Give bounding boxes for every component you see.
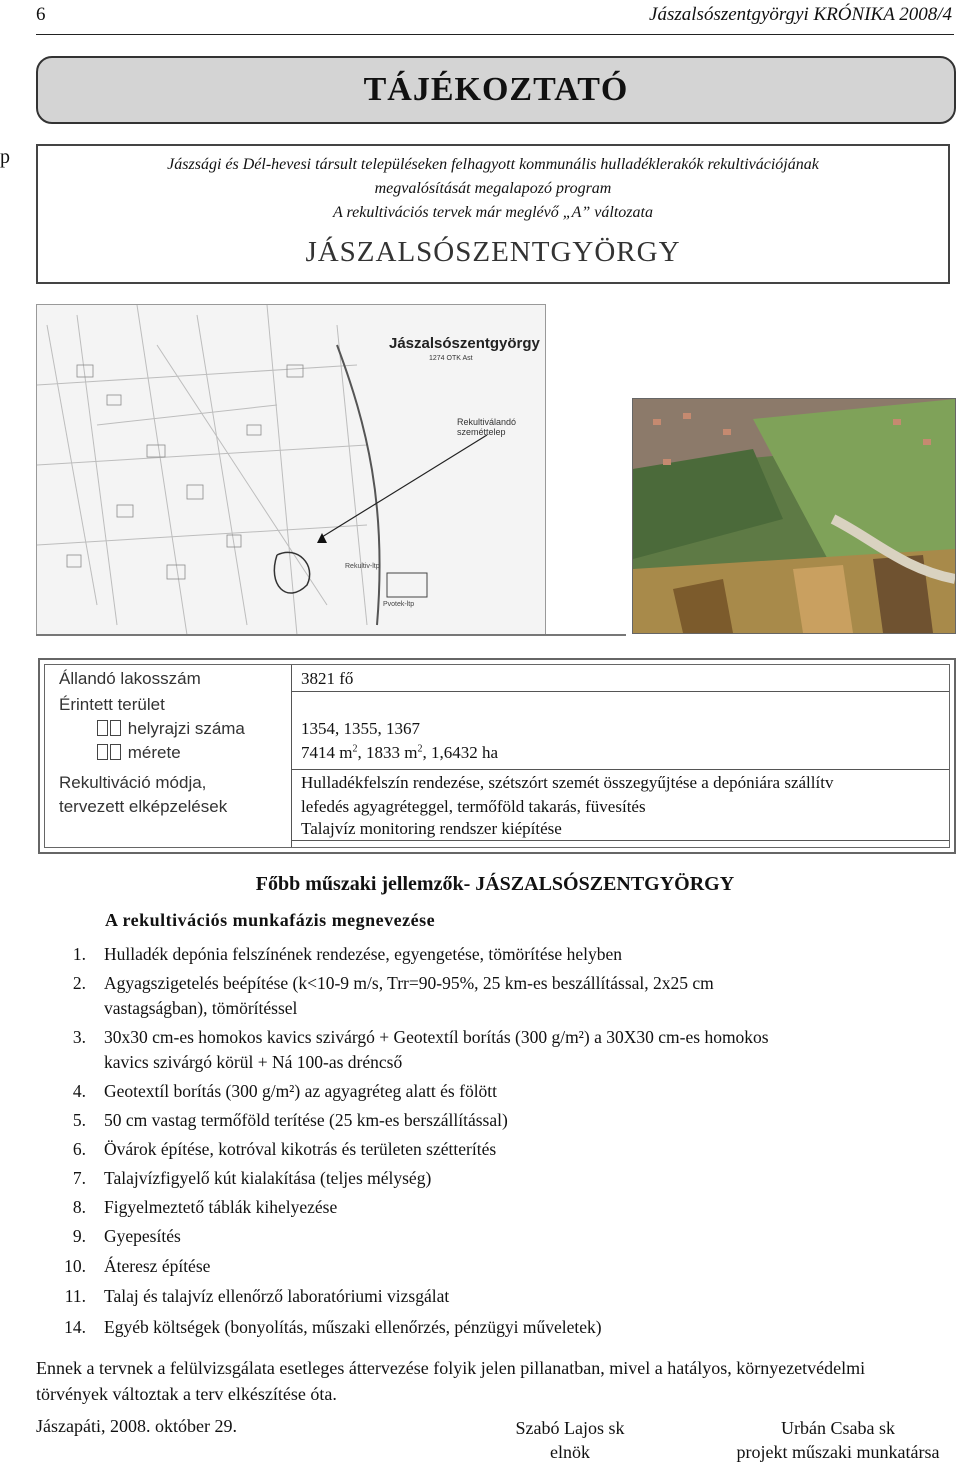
item-text: Talajvízfigyelő kút kialakítása (teljes mélység) — [104, 1168, 432, 1188]
signer-role: projekt műszaki munkatársa — [736, 1442, 940, 1462]
item-text: Egyéb költségek (bonyolítás, műszaki ellenőrzés, pénzügyi műveletek) — [104, 1317, 602, 1337]
item-number: 14. — [64, 1317, 86, 1337]
plans-label: tervezett elképzelések — [59, 797, 228, 816]
item-number: 9. — [72, 1226, 86, 1246]
method-value-1: Hulladékfelszín rendezése, szétszórt szemét összegyűjtése a depóniára szállítv — [301, 773, 834, 792]
row-rule — [291, 840, 949, 841]
aerial-photo — [632, 398, 956, 634]
site-info-inner-frame — [44, 664, 950, 848]
item-text-continued: kavics szivárgó körül + Ná 100-as dréncső — [104, 1052, 403, 1072]
map-underline — [36, 634, 626, 636]
size-value-part: , 1833 m — [357, 743, 418, 762]
list-item — [52, 971, 902, 1021]
closing-paragraph — [36, 1355, 956, 1407]
item-number: 7. — [72, 1168, 86, 1188]
settlement-title: JÁSZALSÓSZENTGYÖRGY — [305, 236, 681, 268]
announcement-banner — [36, 56, 956, 124]
map-title: Jászalsószentgyörgy — [389, 335, 540, 352]
superscript: 2 — [417, 743, 423, 755]
checkbox-icon — [110, 720, 121, 736]
size-label — [97, 743, 181, 763]
checkbox-icon — [97, 744, 108, 760]
item-number: 11. — [64, 1286, 86, 1306]
size-value-part: 7414 m — [301, 743, 353, 762]
method-value-2: lefedés agyagréteggel, termőföld takarás, füvesítés — [301, 797, 646, 816]
work-phase-title: A rekultivációs munkafázis megnevezése — [105, 910, 436, 930]
parcel-number-label — [97, 719, 245, 739]
item-number: 2. — [72, 973, 86, 993]
size-value — [301, 743, 498, 763]
map-callout: Rekultiválandó szeméttelep — [457, 417, 517, 437]
item-number: 4. — [72, 1081, 86, 1101]
map-subtitle: 1274 OTK Ast — [429, 355, 473, 362]
map-label-1: Rekultiv-ltp — [345, 563, 380, 570]
row-rule — [291, 769, 949, 770]
size-text: mérete — [127, 743, 181, 762]
item-text: Geotextíl borítás (300 g/m²) az agyagréteg alatt és fölött — [104, 1081, 498, 1101]
area-label: Érintett terület — [59, 695, 165, 714]
intro-line-3: A rekultivációs tervek már meglévő „A” változata — [333, 204, 653, 221]
item-number: 1. — [72, 944, 86, 964]
parcel-number-text: helyrajzi száma — [127, 719, 245, 738]
site-location-map — [36, 304, 546, 636]
item-number: 6. — [72, 1139, 86, 1159]
item-text: Övárok építése, kotróval kikotrás és területen szétterítés — [104, 1139, 497, 1159]
item-number: 3. — [72, 1027, 86, 1047]
list-item — [52, 1025, 902, 1075]
item-number: 5. — [72, 1110, 86, 1130]
population-label: Állandó lakosszám — [59, 669, 201, 688]
publication-title: Jászalsószentgyörgyi KRÓNIKA 2008/4 — [649, 4, 952, 25]
method-label: Rekultiváció módja, — [59, 773, 207, 792]
item-text: Agyagszigetelés beépítése (k<10-9 m/s, Trr=90-95%, 25 km-es beszállítással, 2x25 cm — [104, 973, 714, 993]
row-rule — [291, 691, 949, 692]
checkbox-icon — [110, 744, 121, 760]
signature-block-2 — [716, 1416, 960, 1464]
map-label-2: Pvotek-ltp — [383, 601, 415, 608]
superscript: 2 — [352, 743, 358, 755]
intro-line-2: megvalósítását megalapozó program — [374, 180, 612, 197]
signer-name: Urbán Csaba sk — [781, 1418, 895, 1438]
signer-role: elnök — [550, 1442, 590, 1462]
item-text: Figyelmeztető táblák kihelyezése — [104, 1197, 338, 1217]
checkbox-icon — [97, 720, 108, 736]
banner-title: TÁJÉKOZTATÓ — [363, 71, 629, 108]
closing-line-2: törvények változtak a terv elkészítése óta. — [36, 1384, 337, 1404]
signature-block-1 — [490, 1416, 650, 1464]
stray-character: p — [0, 146, 10, 168]
header-divider — [36, 34, 954, 35]
item-text: 30x30 cm-es homokos kavics szivárgó + Geotextíl borítás (300 g/m²) a 30X30 cm-es homokos — [104, 1027, 769, 1047]
site-info-table — [38, 658, 956, 854]
aerial-photo-drawing — [633, 399, 955, 633]
item-text: Áteresz építése — [104, 1256, 211, 1276]
parcel-number-value: 1354, 1355, 1367 — [301, 719, 420, 738]
place-and-date: Jászapáti, 2008. október 29. — [36, 1416, 237, 1436]
population-value: 3821 fő — [301, 669, 354, 688]
program-intro-box — [36, 144, 950, 284]
column-divider — [291, 665, 292, 847]
page-number: 6 — [36, 4, 46, 25]
size-value-part: , 1,6432 ha — [422, 743, 499, 762]
closing-line-1: Ennek a tervnek a felülvizsgálata esetleges áttervezése folyik jelen pillanatban, mivel a hatályos, környezetvédelmi — [36, 1358, 866, 1378]
item-text-continued: vastagságban), tömörítéssel — [104, 998, 298, 1018]
signer-name: Szabó Lajos sk — [515, 1418, 625, 1438]
item-text: Talaj és talajvíz ellenőrző laboratóriumi vizsgálat — [104, 1286, 450, 1306]
method-value-3: Talajvíz monitoring rendszer kiépítése — [301, 819, 562, 838]
item-text: Hulladék depónia felszínének rendezése, egyengetése, tömörítése helyben — [104, 944, 622, 964]
item-number: 10. — [64, 1256, 86, 1276]
intro-line-1: Jászsági és Dél-hevesi társult településeken felhagyott kommunális hulladéklerakók rekultivációjának — [167, 156, 819, 173]
item-text: Gyepesítés — [104, 1226, 181, 1246]
section-title: Főbb műszaki jellemzők- JÁSZALSÓSZENTGYÖRGY — [255, 873, 735, 895]
item-text: 50 cm vastag termőföld terítése (25 km-es berszállítással) — [104, 1110, 508, 1130]
item-number: 8. — [72, 1197, 86, 1217]
